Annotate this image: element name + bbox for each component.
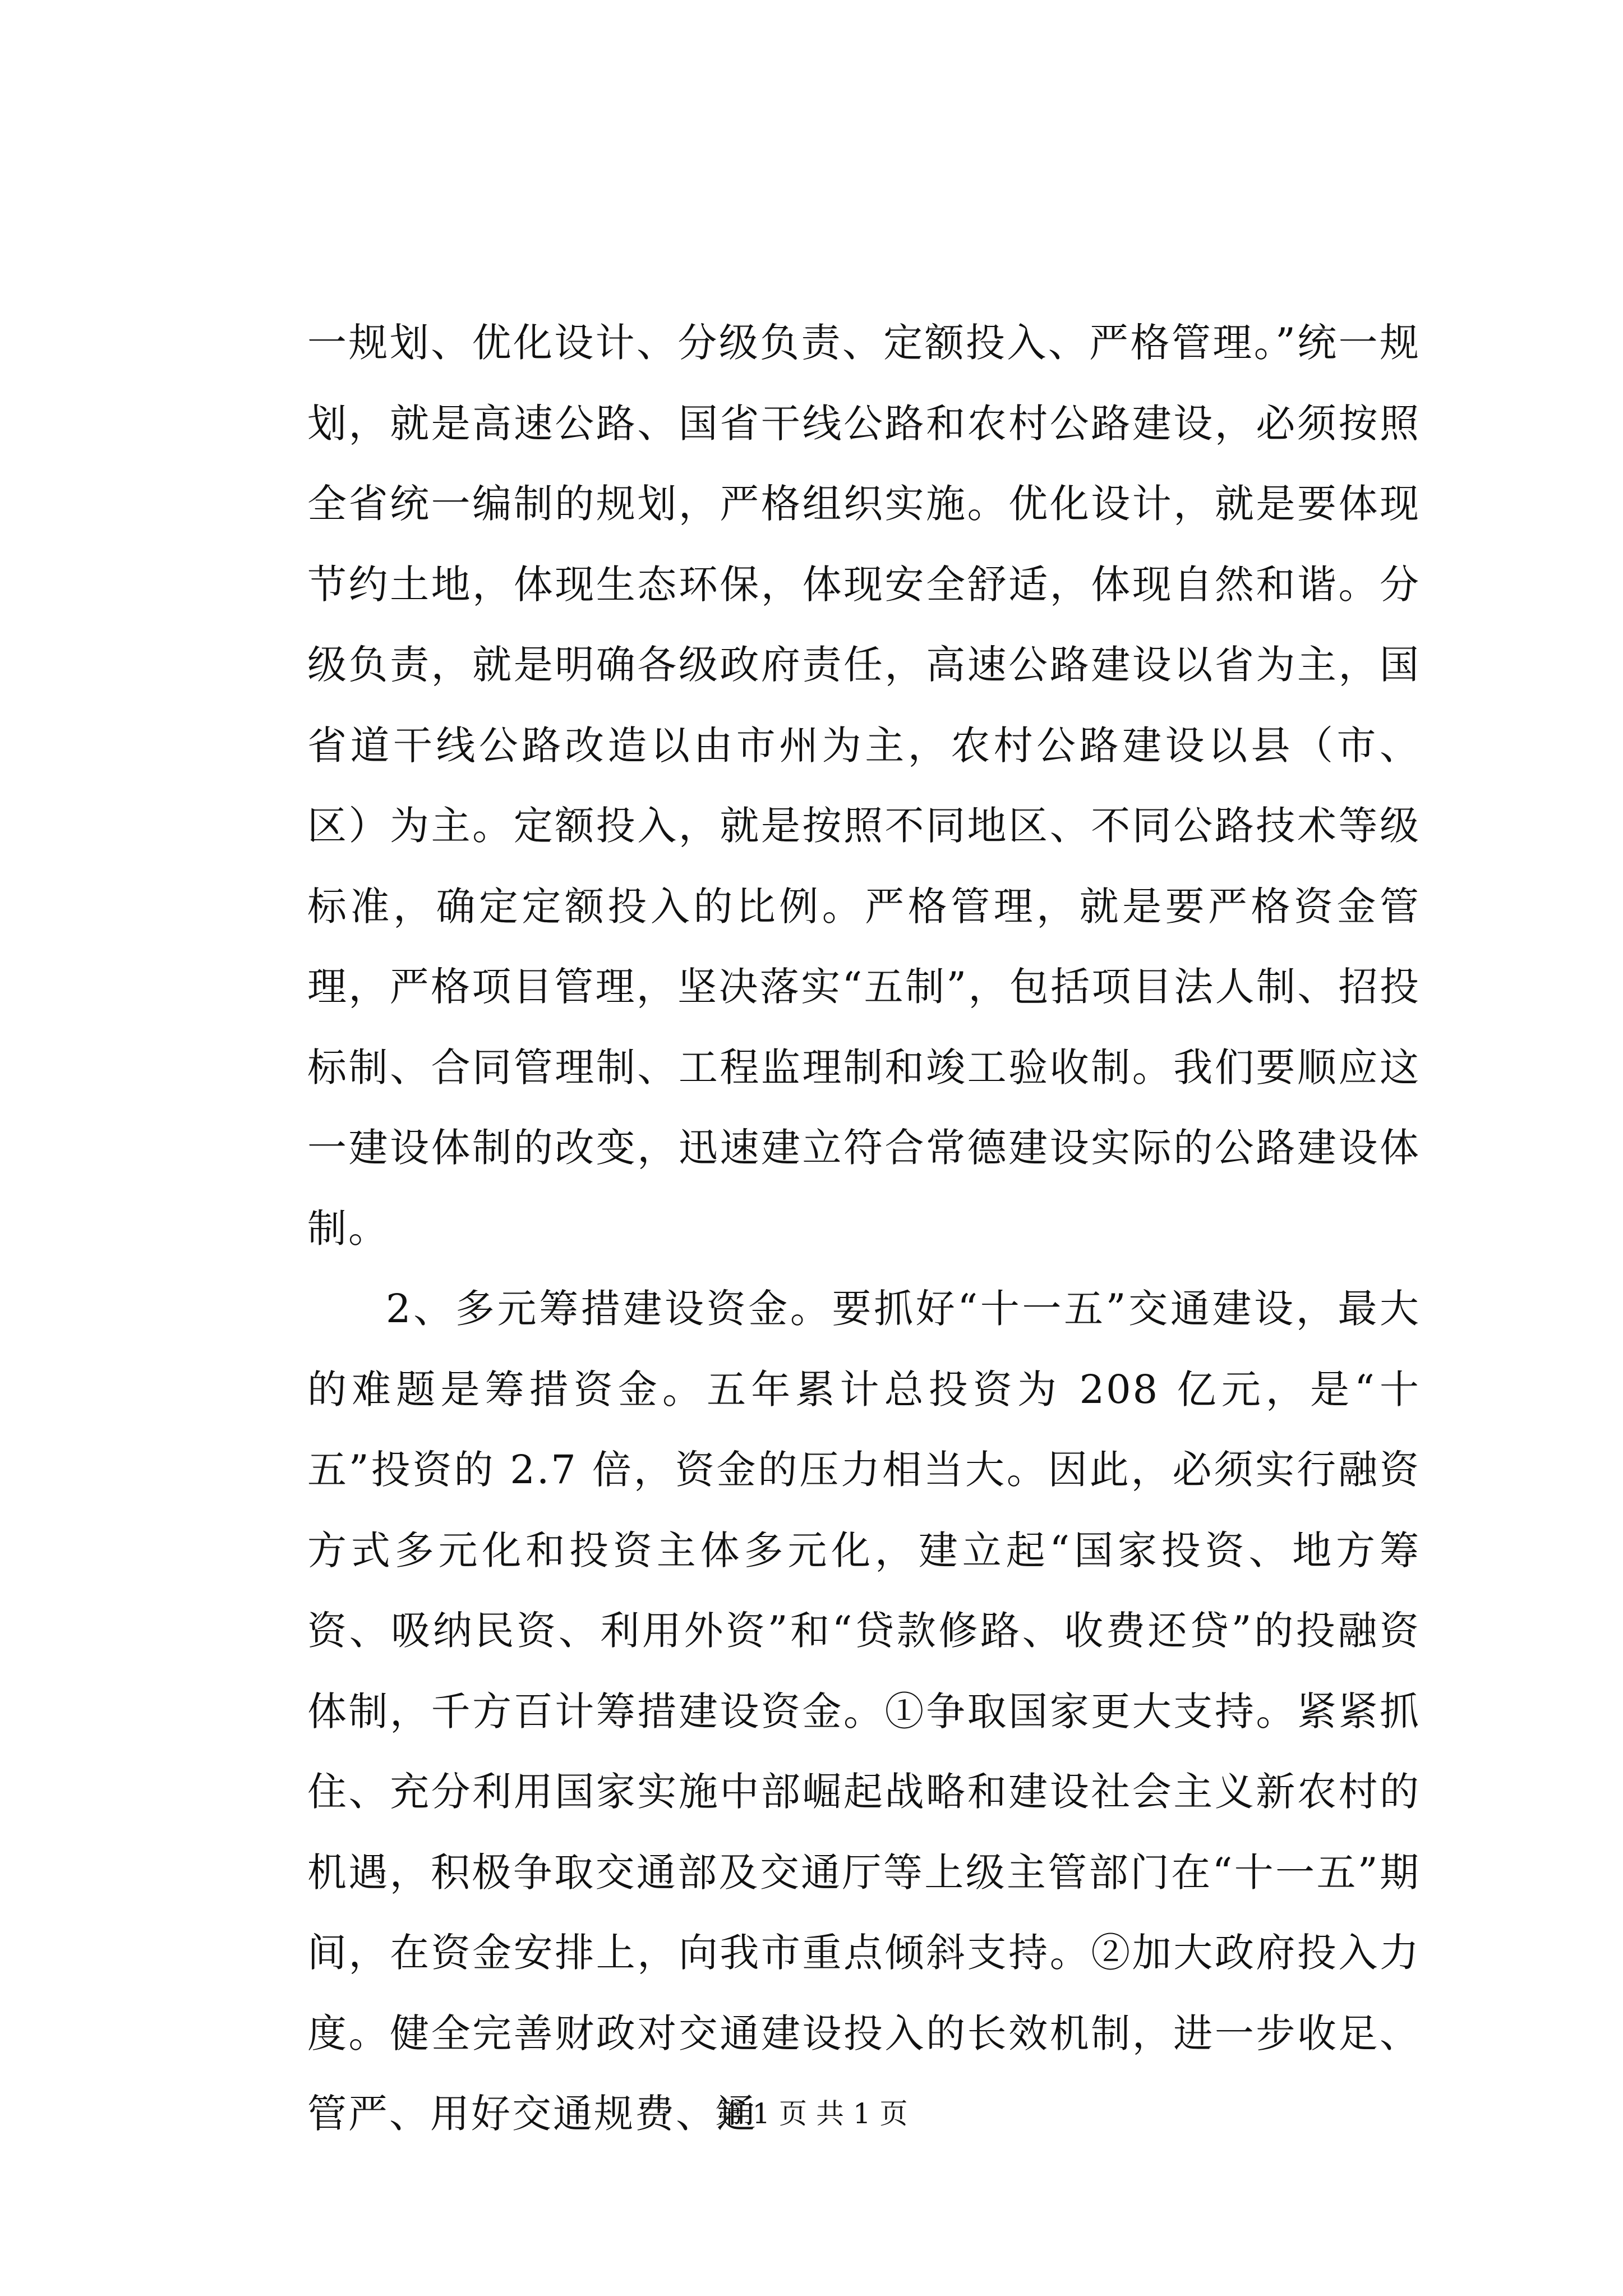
paragraph-continued: 一规划、优化设计、分级负责、定额投入、严格管理。”统一规划，就是高速公路、国省干线公路和农村公路建设，必须按照全省统一编制的规划，严格组织实施。优化设计，就是要体现节约土地，体现生态环保，体现安全舒适，体现自然和谐。分级负责，就是明确各级政府责任，高速公路建设以省为主，国省道干线公路改造以由市州为主，农村公路建设以县（市、区）为主。定额投入，就是按照不同地区、不同公路技术等级标准，确定定额投入的比例。严格管理，就是要严格资金管理，严格项目管理，坚决落实“五制”，包括项目法人制、招投标制、合同管理制、工程监理制和竣工验收制。我们要顺应这一建设体制的改变，迅速建立符合常德建设实际的公路建设体制。 (307, 320, 1421, 1251)
page-footer: 第 1 页 共 1 页 (715, 2097, 908, 2130)
paragraph-funding: 2、多元筹措建设资金。要抓好“十一五”交通建设，最大的难题是筹措资金。五年累计总投资为 208 亿元，是“十五”投资的 2.7 倍，资金的压力相当大。因此，必须实行融资方式多元化和投资主体多元化，建立起“国家投资、地方筹资、吸纳民资、利用外资”和“贷款修路、收费还贷”的投融资体制，千方百计筹措建设资金。①争取国家更大支持。紧紧抓住、充分利用国家实施中部崛起战略和建设社会主义新农村的机遇，积极争取交通部及交通厅等上级主管部门在“十一五”期间，在资金安排上，向我市重点倾斜支持。②加大政府投入力度。健全完善财政对交通建设投入的长效机制，进一步收足、管严、用好交通规费、通 (307, 1286, 1421, 2137)
document-body (307, 303, 1421, 2155)
